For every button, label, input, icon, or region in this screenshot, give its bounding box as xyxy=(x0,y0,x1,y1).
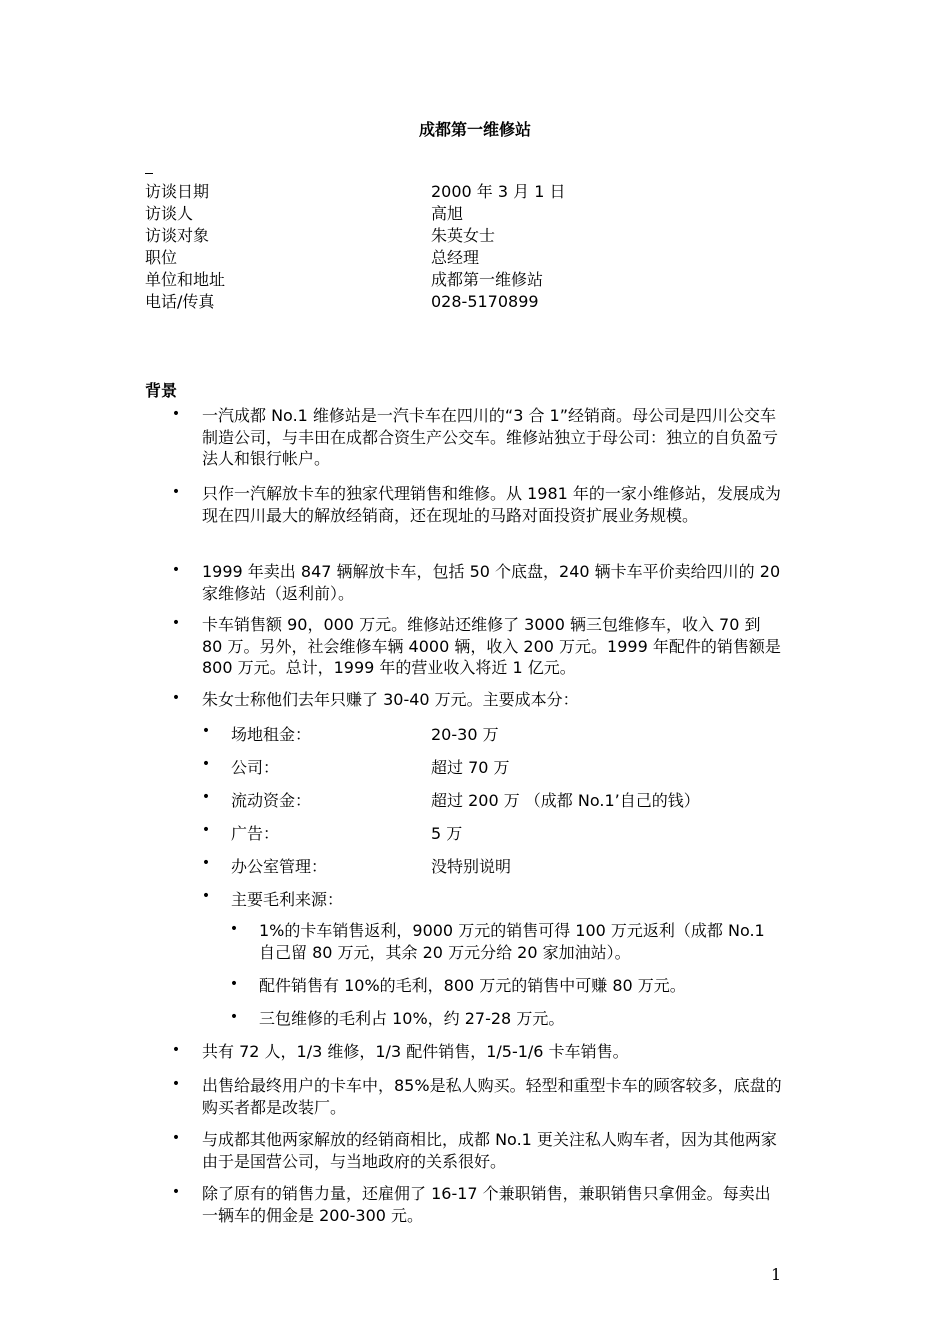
info-label-position: 职位 xyxy=(145,248,178,267)
sub-sub-bullet-marker: • xyxy=(229,976,239,992)
margin-sources-heading: 主要毛利来源： xyxy=(231,890,344,909)
cost-label-working-capital: 流动资金： xyxy=(231,791,312,810)
info-label-phone: 电话/传真 xyxy=(145,292,215,311)
cost-label-advertising: 广告： xyxy=(231,824,280,843)
sub-bullet-marker: • xyxy=(201,723,211,739)
info-value-date: 2000 年 3 月 1 日 xyxy=(431,182,566,201)
bullet-text: 共有 72 人，1/3 维修，1/3 配件销售，1/5-1/6 卡车销售。 xyxy=(202,1042,629,1061)
info-label-date: 访谈日期 xyxy=(145,182,210,201)
page-title: 成都第一维修站 xyxy=(418,120,531,139)
bullet-text: 出售给最终用户的卡车中，85%是私人购买。轻型和重型卡车的顾客较多，底盘的购买者都是改装厂。 xyxy=(202,1076,782,1117)
page-number: 1 xyxy=(771,1265,782,1284)
cost-value-rent: 20-30 万 xyxy=(431,725,499,744)
bullet-text: 一汽成都 No.1 维修站是一汽卡车在四川的“3 合 1”经销商。母公司是四川公交车制造公司，与丰田在成都合资生产公交车。维修站独立于母公司：独立的自负盈亏法人和银行帐户。 xyxy=(202,406,779,468)
cost-label-rent: 场地租金： xyxy=(231,725,312,744)
info-label-organization: 单位和地址 xyxy=(145,270,226,289)
info-value-position: 总经理 xyxy=(431,248,480,267)
bullet-marker: • xyxy=(171,690,181,706)
sub-bullet-marker: • xyxy=(201,855,211,871)
sub-bullet-marker: • xyxy=(201,822,211,838)
bullet-marker: • xyxy=(171,615,181,631)
bullet-marker: • xyxy=(171,1130,181,1146)
bullet-marker: • xyxy=(171,562,181,578)
cost-value-office: 没特别说明 xyxy=(431,857,512,876)
section-heading-background: 背景 xyxy=(145,381,178,400)
bullet-text: 1999 年卖出 847 辆解放卡车，包括 50 个底盘，240 辆卡车平价卖给四川的 20 家维修站（返利前）。 xyxy=(202,562,781,603)
info-label-interviewer: 访谈人 xyxy=(145,204,194,223)
sub-sub-bullet-marker: • xyxy=(229,1009,239,1025)
bullet-marker: • xyxy=(171,1076,181,1092)
info-value-phone: 028-5170899 xyxy=(431,292,539,311)
sub-bullet-marker: • xyxy=(201,789,211,805)
cost-label-company: 公司： xyxy=(231,758,280,777)
info-value-organization: 成都第一维修站 xyxy=(431,270,544,289)
bullet-marker: • xyxy=(171,1184,181,1200)
info-value-interviewee: 朱英女士 xyxy=(431,226,496,245)
info-label-interviewee: 访谈对象 xyxy=(145,226,210,245)
cost-value-working-capital: 超过 200 万 （成都 No.1’自己的钱） xyxy=(431,791,700,810)
cost-value-advertising: 5 万 xyxy=(431,824,463,843)
sub-bullet-marker: • xyxy=(201,888,211,904)
cost-value-company: 超过 70 万 xyxy=(431,758,510,777)
info-value-interviewer: 高旭 xyxy=(431,204,464,223)
bullet-text: 卡车销售额 90，000 万元。维修站还维修了 3000 辆三包维修车，收入 70 到 80 万。另外，社会维修车辆 4000 辆，收入 200 万元。1999 年配件的销售额是 800 万元。总计，1999 年的营业收入将近 1 亿元。 xyxy=(202,615,781,677)
bullet-marker: • xyxy=(171,484,181,500)
divider-mark xyxy=(145,173,153,174)
bullet-text: 与成都其他两家解放的经销商相比，成都 No.1 更关注私人购车者，因为其他两家由于是国营公司，与当地政府的关系很好。 xyxy=(202,1130,777,1171)
margin-source-text: 配件销售有 10%的毛利，800 万元的销售中可赚 80 万元。 xyxy=(259,976,686,995)
bullet-marker: • xyxy=(171,406,181,422)
sub-bullet-marker: • xyxy=(201,756,211,772)
cost-label-office: 办公室管理： xyxy=(231,857,328,876)
margin-source-text: 三包维修的毛利占 10%，约 27-28 万元。 xyxy=(259,1009,565,1028)
sub-sub-bullet-marker: • xyxy=(229,921,239,937)
bullet-text: 朱女士称他们去年只赚了 30-40 万元。主要成本分： xyxy=(202,690,579,709)
margin-source-text: 1%的卡车销售返利，9000 万元的销售可得 100 万元返利（成都 No.1 自己留 80 万元，其余 20 万元分给 20 家加油站）。 xyxy=(259,921,765,962)
bullet-text: 只作一汽解放卡车的独家代理销售和维修。从 1981 年的一家小维修站，发展成为现在四川最大的解放经销商，还在现址的马路对面投资扩展业务规模。 xyxy=(202,484,781,525)
bullet-marker: • xyxy=(171,1042,181,1058)
bullet-text: 除了原有的销售力量，还雇佣了 16-17 个兼职销售，兼职销售只拿佣金。每卖出一辆车的佣金是 200-300 元。 xyxy=(202,1184,771,1225)
